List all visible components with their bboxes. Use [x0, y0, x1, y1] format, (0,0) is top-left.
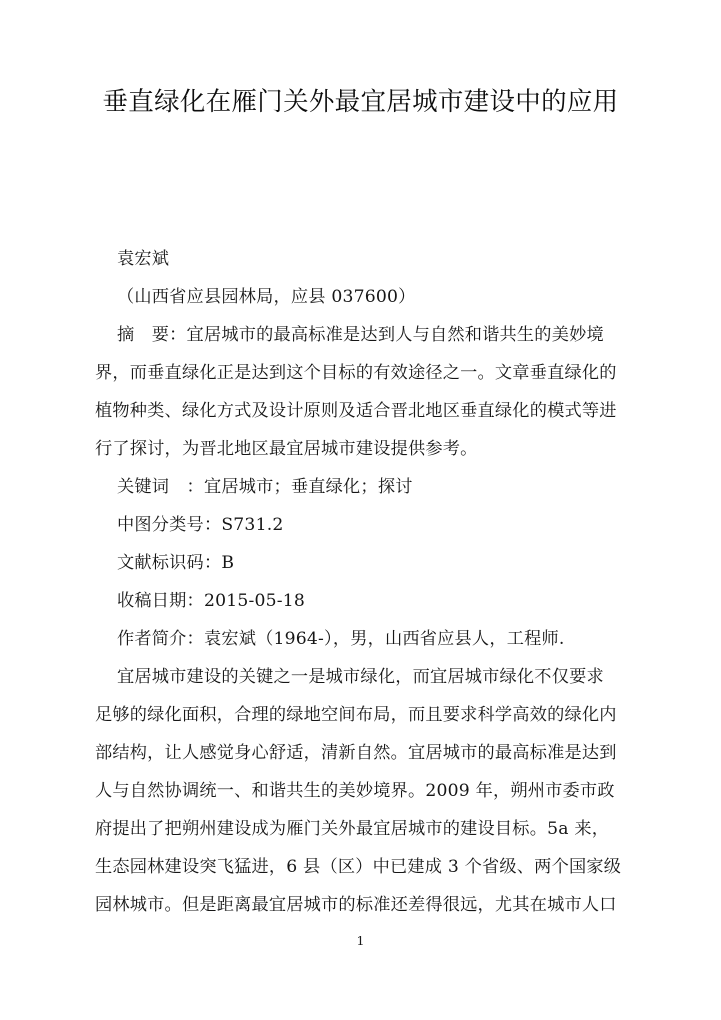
clc-number: 中图分类号：S731.2 — [117, 515, 284, 535]
body-line-7: 园林城市。但是距离最宜居城市的标准还差得很远，尤其在城市人口 — [95, 895, 617, 915]
abstract-line-2: 界，而垂直绿化正是达到这个目标的有效途径之一。文章垂直绿化的 — [95, 363, 617, 383]
received-date: 收稿日期：2015-05-18 — [117, 591, 306, 611]
body-line-5: 府提出了把朔州建设成为雁门关外最宜居城市的建设目标。5a 来， — [95, 819, 610, 839]
keywords: 关键词 ：宜居城市；垂直绿化；探讨 — [117, 477, 413, 497]
author-bio: 作者简介：袁宏斌（1964-），男，山西省应县人，工程师. — [117, 629, 565, 649]
page-title: 垂直绿化在雁门关外最宜居城市建设中的应用 — [102, 87, 619, 117]
abstract-line-1: 摘 要：宜居城市的最高标准是达到人与自然和谐共生的美妙境 — [117, 325, 604, 345]
document-body — [95, 240, 626, 924]
body-line-4: 人与自然协调统一、和谐共生的美妙境界。2009 年，朔州市委市政 — [95, 781, 615, 801]
author-affiliation: （山西省应县园林局，应县 037600） — [117, 287, 416, 307]
body-line-2: 足够的绿化面积，合理的绿地空间布局，而且要求科学高效的绿化内 — [95, 705, 617, 725]
author-name: 袁宏斌 — [117, 249, 170, 269]
body-line-6: 生态园林建设突飞猛进，6 县（区）中已建成 3 个省级、两个国家级 — [95, 857, 622, 877]
page-number: 1 — [356, 933, 365, 948]
abstract-line-3: 植物种类、绿化方式及设计原则及适合晋北地区垂直绿化的模式等进 — [95, 401, 617, 421]
document-code: 文献标识码：B — [117, 553, 235, 573]
abstract-line-4: 行了探讨，为晋北地区最宜居城市建设提供参考。 — [95, 439, 478, 459]
body-line-1: 宜居城市建设的关键之一是城市绿化，而宜居城市绿化不仅要求 — [117, 667, 604, 687]
body-line-3: 部结构，让人感觉身心舒适，清新自然。宜居城市的最高标准是达到 — [95, 743, 617, 763]
